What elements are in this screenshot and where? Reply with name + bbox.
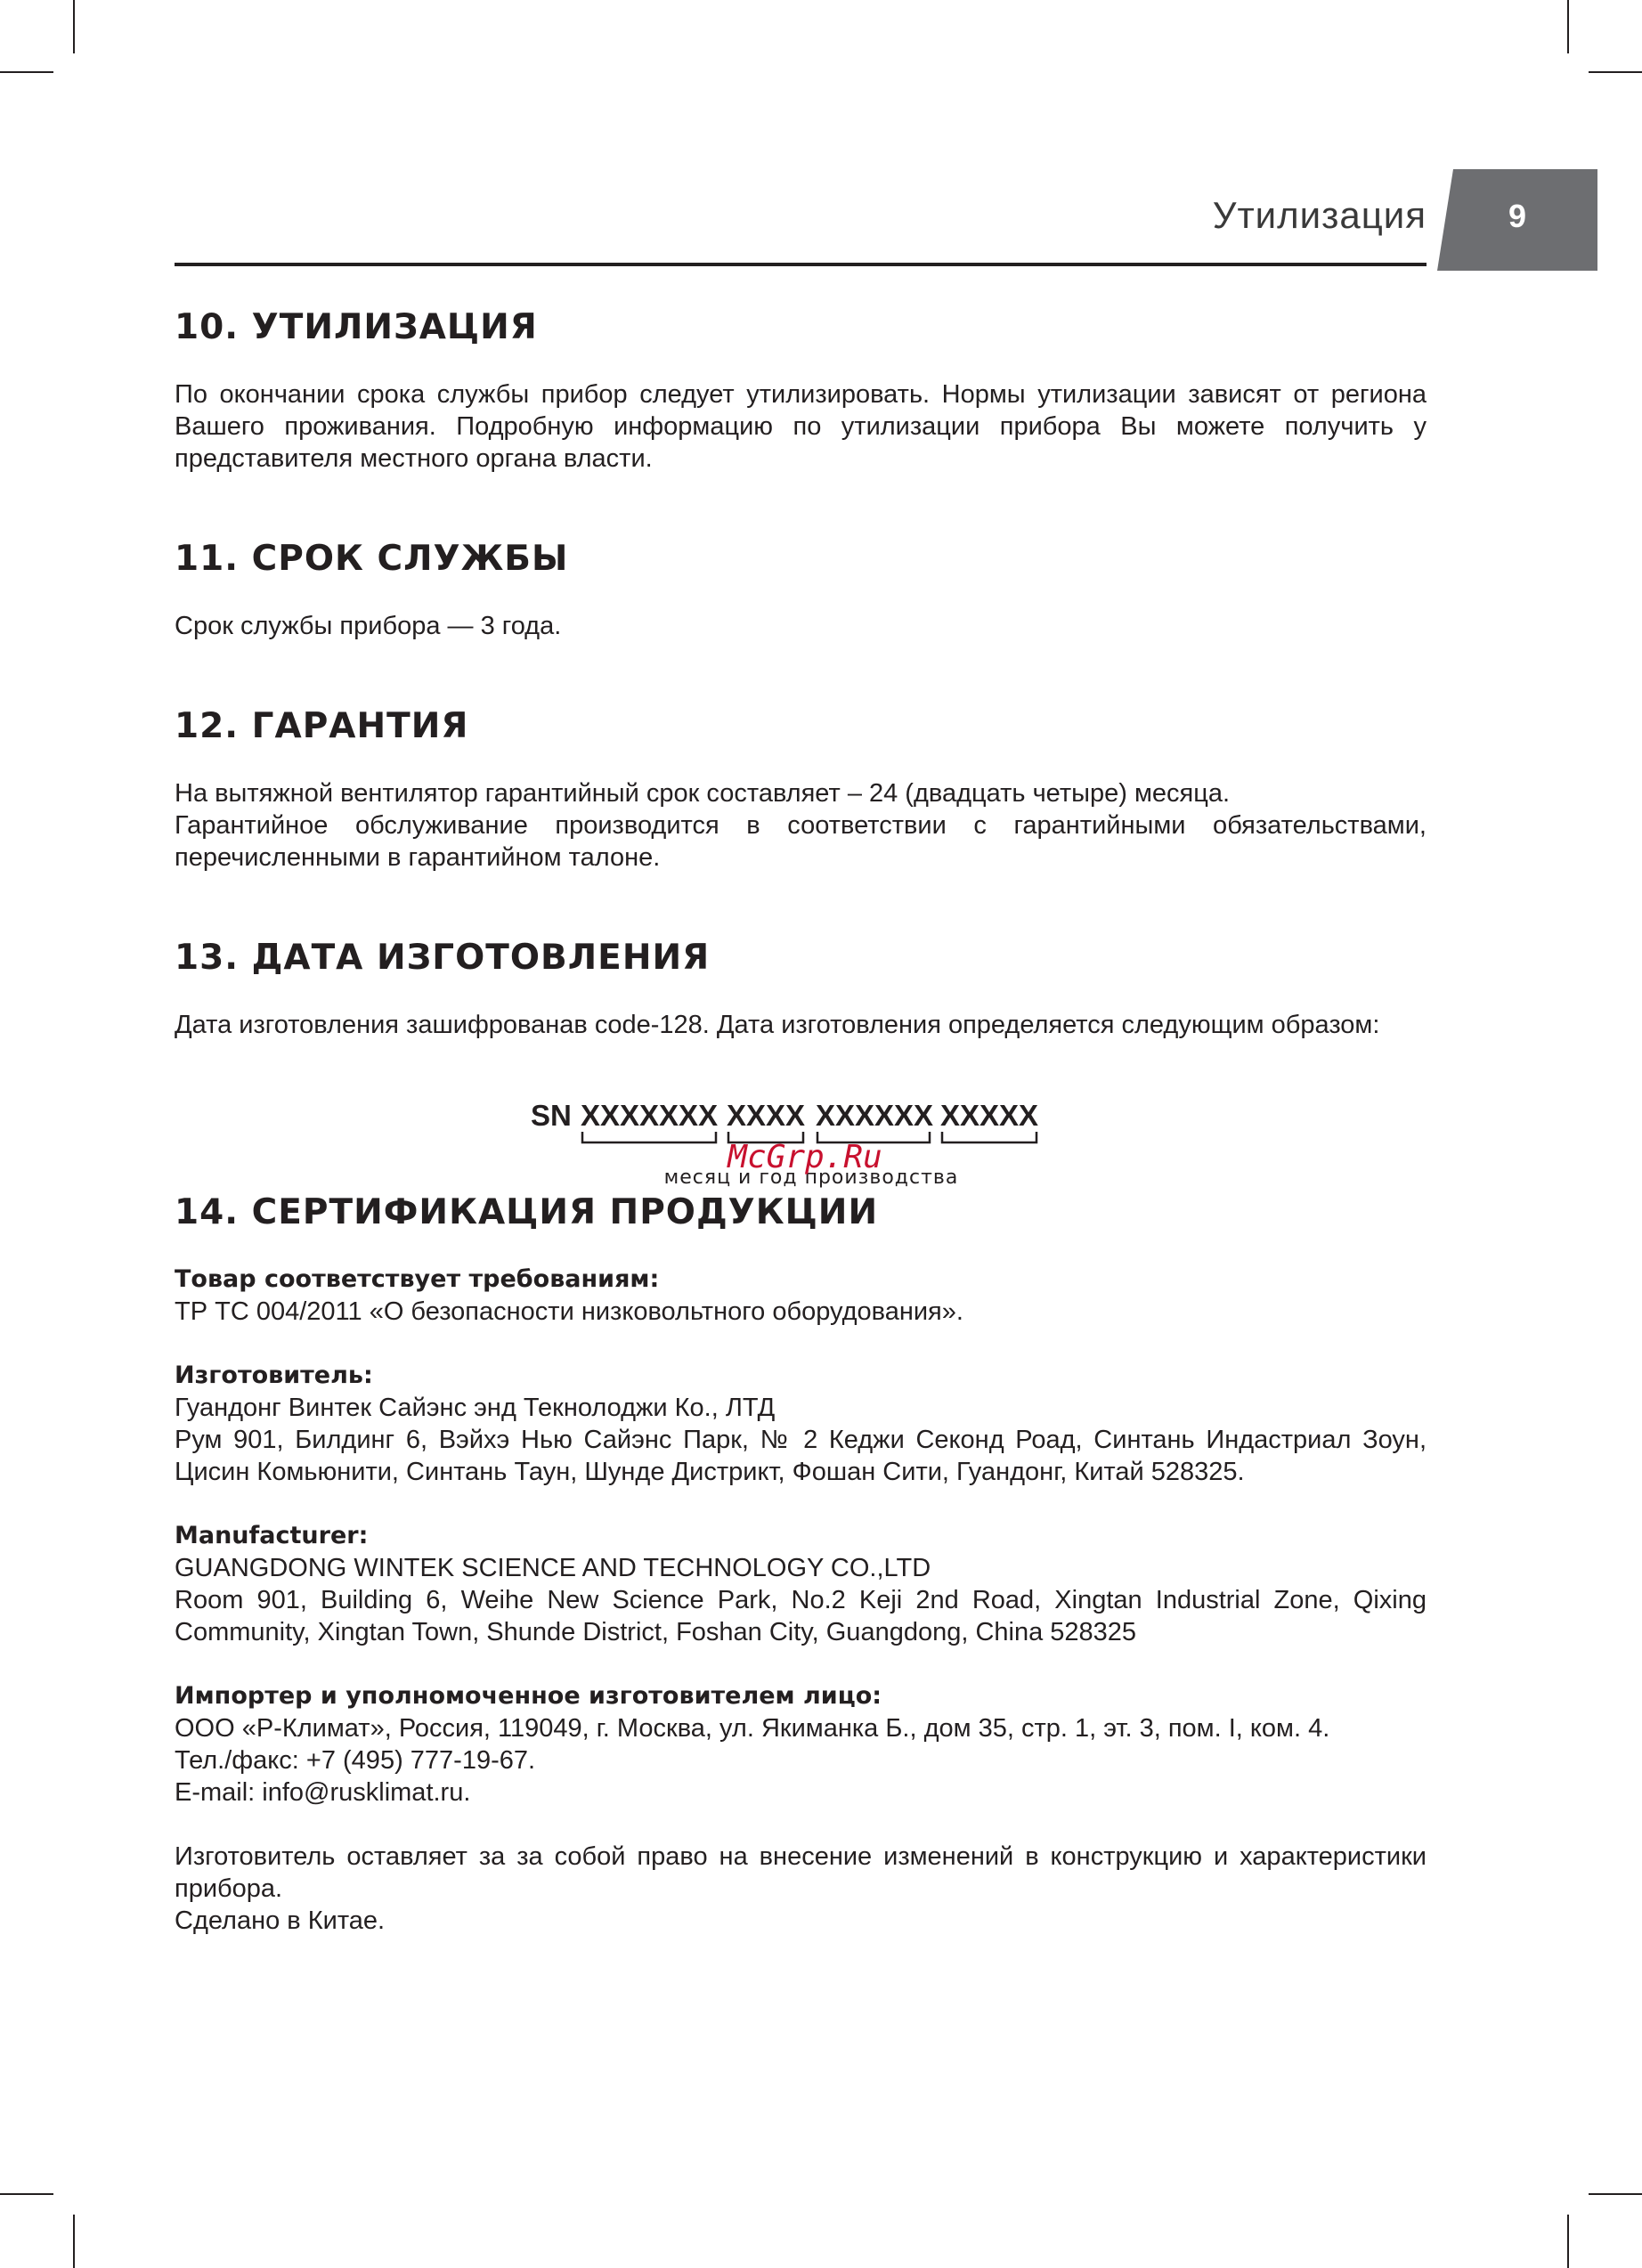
- crop-mark: [0, 71, 53, 73]
- page-content: [175, 307, 1427, 1937]
- serial-caption: месяц и год производства: [663, 1167, 959, 1189]
- manufacturer-line-2: Рум 901, Билдинг 6, Вэйхэ Нью Сайэнс Парк, № 2 Кеджи Секонд Роад, Синтань Индастриал Зоун, Цисин Комьюнити, Синтань Таун, Шунде Дистрикт, Фошан Сити, Гуандонг, Китай 528325.: [175, 1426, 1427, 1486]
- importer-email: E-mail: info@rusklimat.ru.: [175, 1778, 471, 1807]
- page-number: 9: [1508, 198, 1527, 234]
- service-life-text: Срок службы прибора — 3 года.: [175, 612, 562, 640]
- crop-mark: [1567, 2215, 1569, 2268]
- crop-mark: [73, 0, 75, 53]
- serial-group-2: XXXX: [727, 1099, 806, 1132]
- importer-phone: Тел./факс: +7 (495) 777-19-67.: [175, 1746, 536, 1775]
- watermark: McGrp.Ru: [728, 1139, 882, 1175]
- serial-prefix: SN: [531, 1099, 572, 1132]
- section-title-warranty: 12. ГАРАНТИЯ: [175, 706, 469, 746]
- crop-mark: [1567, 0, 1569, 53]
- serial-group-3: XXXXXX: [816, 1099, 934, 1132]
- manufacturer-en-label: Manufacturer:: [175, 1522, 369, 1549]
- section-title-manufacture-date: 13. ДАТА ИЗГОТОВЛЕНИЯ: [175, 938, 711, 978]
- crop-mark: [1589, 71, 1642, 73]
- serial-number-diagram: [175, 1041, 1427, 1192]
- manufacturer-line-1: Гуандонг Винтек Сайэнс энд Текнолоджи Ко., ЛТД: [175, 1394, 776, 1422]
- section-title-certification: 14. СЕРТИФИКАЦИЯ ПРОДУКЦИИ: [175, 1192, 879, 1232]
- warranty-text-2: Гарантийное обслуживание производится в соответствии с гарантийными обязательствами, перечисленными в гарантийном талоне.: [175, 811, 1427, 872]
- disposal-text: По окончании срока службы прибор следует утилизировать. Нормы утилизации зависят от региона Вашего проживания. Подробную информацию по утилизации прибора Вы можете получить у представителя местного органа власти.: [175, 380, 1427, 473]
- requirements-text: ТР ТС 004/2011 «О безопасности низковольтного оборудования».: [175, 1297, 963, 1326]
- section-title-service-life: 11. СРОК СЛУЖБЫ: [175, 539, 569, 579]
- manufacturer-en-line-2: Room 901, Building 6, Weihe New Science Park, No.2 Keji 2nd Road, Xingtan Industrial Zone, Qixing Community, Xingtan Town, Shunde District, Foshan City, Guangdong, China 528325: [175, 1586, 1427, 1646]
- importer-label: Импортер и уполномоченное изготовителем лицо:: [175, 1682, 882, 1710]
- running-title: Утилизация: [1212, 194, 1427, 236]
- manufacturer-en-line-1: GUANGDONG WINTEK SCIENCE AND TECHNOLOGY CO.,LTD: [175, 1554, 931, 1582]
- requirements-label: Товар соответствует требованиям:: [175, 1265, 660, 1293]
- section-title-disposal: 10. УТИЛИЗАЦИЯ: [175, 307, 538, 347]
- serial-group-4: XXXXX: [940, 1099, 1039, 1132]
- serial-group-1: XXXXXXX: [581, 1099, 719, 1132]
- manufacturer-label: Изготовитель:: [175, 1362, 373, 1389]
- crop-mark: [0, 2193, 53, 2195]
- importer-address: ООО «Р-Климат», Россия, 119049, г. Москва, ул. Якиманка Б., дом 35, стр. 1, эт. 3, пом. I, ком. 4.: [175, 1714, 1330, 1743]
- manufacture-date-text: Дата изготовления зашифрованав code-128. Дата изготовления определяется следующим образом:: [175, 1011, 1380, 1039]
- footer-changes-notice: Изготовитель оставляет за за собой право на внесение изменений в конструкцию и характеристики прибора.: [175, 1842, 1427, 1903]
- warranty-text-1: На вытяжной вентилятор гарантийный срок составляет – 24 (двадцать четыре) месяца.: [175, 779, 1231, 808]
- header-rule: [175, 263, 1427, 266]
- crop-mark: [1589, 2193, 1642, 2195]
- footer-made-in: Сделано в Китае.: [175, 1906, 386, 1935]
- crop-mark: [73, 2215, 75, 2268]
